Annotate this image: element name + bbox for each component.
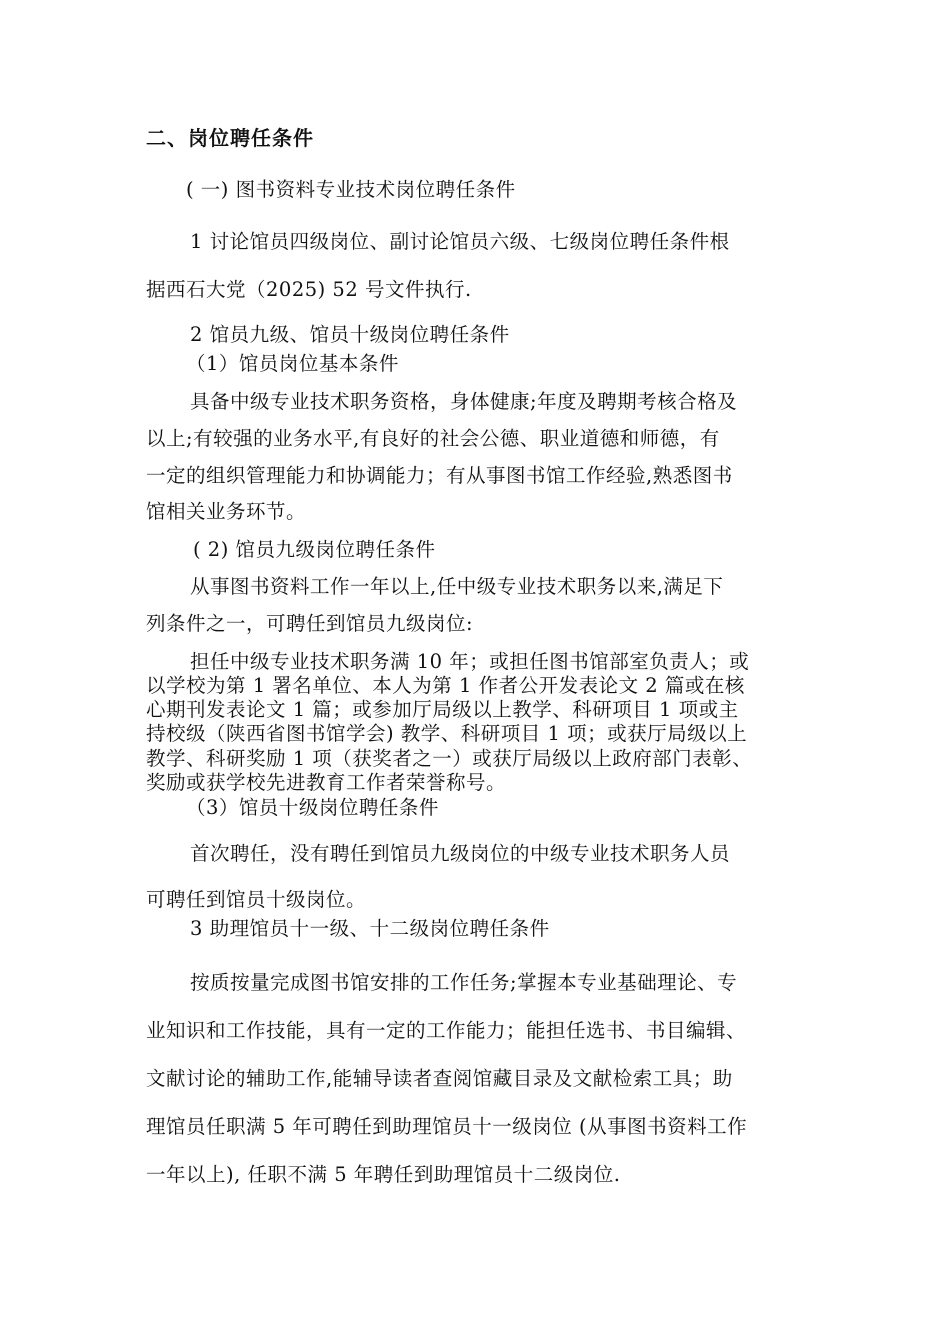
paragraph-line: 一定的组织管理能力和协调能力；有从事图书馆工作经验,熟悉图书: [146, 464, 733, 487]
paragraph-line: 担任中级专业技术职务满 10 年；或担任图书馆部室负责人；或: [190, 650, 750, 673]
paragraph-line: 1 讨论馆员四级岗位、副讨论馆员六级、七级岗位聘任条件根: [190, 230, 730, 253]
paragraph-line: 列条件之一，可聘任到馆员九级岗位:: [146, 612, 474, 635]
paragraph-line: 文献讨论的辅助工作,能辅导读者查阅馆藏目录及文献检索工具；助: [146, 1067, 733, 1090]
paragraph-line: 具备中级专业技术职务资格，身体健康;年度及聘期考核合格及: [190, 390, 738, 413]
paragraph-line: 一年以上), 任职不满 5 年聘任到助理馆员十二级岗位.: [146, 1163, 621, 1186]
paragraph-line: 按质按量完成图书馆安排的工作任务;掌握本专业基础理论、专: [190, 971, 738, 994]
item-heading: （3）馆员十级岗位聘任条件: [186, 796, 439, 819]
section-heading: 二、岗位聘任条件: [146, 126, 314, 150]
item-heading: 2 馆员九级、馆员十级岗位聘任条件: [190, 323, 510, 346]
paragraph-line: 据西石大党（2025) 52 号文件执行.: [146, 278, 472, 301]
paragraph-line: 奖励或获学校先进教育工作者荣誉称号。: [146, 771, 507, 794]
paragraph-line: 理馆员任职满 5 年可聘任到助理馆员十一级岗位 (从事图书资料工作: [146, 1115, 748, 1138]
item-heading: 3 助理馆员十一级、十二级岗位聘任条件: [190, 917, 550, 940]
item-heading: ( 2) 馆员九级岗位聘任条件: [193, 538, 436, 561]
item-heading: （1）馆员岗位基本条件: [186, 352, 399, 375]
paragraph-line: 业知识和工作技能，具有一定的工作能力；能担任选书、书目编辑、: [146, 1019, 747, 1042]
paragraph-line: 可聘任到馆员十级岗位。: [146, 888, 367, 911]
paragraph-line: 从事图书资料工作一年以上,任中级专业技术职务以来,满足下: [190, 575, 724, 598]
paragraph-line: 以学校为第 1 署名单位、本人为第 1 作者公开发表论文 2 篇或在核: [146, 674, 745, 697]
subsection-heading: ( 一) 图书资料专业技术岗位聘任条件: [186, 178, 516, 201]
paragraph-line: 持校级（陕西省图书馆学会) 教学、科研项目 1 项；或获厅局级以上: [146, 722, 748, 745]
paragraph-line: 以上;有较强的业务水平,有良好的社会公德、职业道德和师德，有: [146, 427, 720, 450]
paragraph-line: 心期刊发表论文 1 篇；或参加厅局级以上教学、科研项目 1 项或主: [146, 698, 739, 721]
paragraph-line: 馆相关业务环节。: [146, 500, 307, 523]
paragraph-line: 教学、科研奖励 1 项（获奖者之一）或获厅局级以上政府部门表彰、: [146, 747, 753, 770]
paragraph-line: 首次聘任，没有聘任到馆员九级岗位的中级专业技术职务人员: [190, 842, 731, 865]
